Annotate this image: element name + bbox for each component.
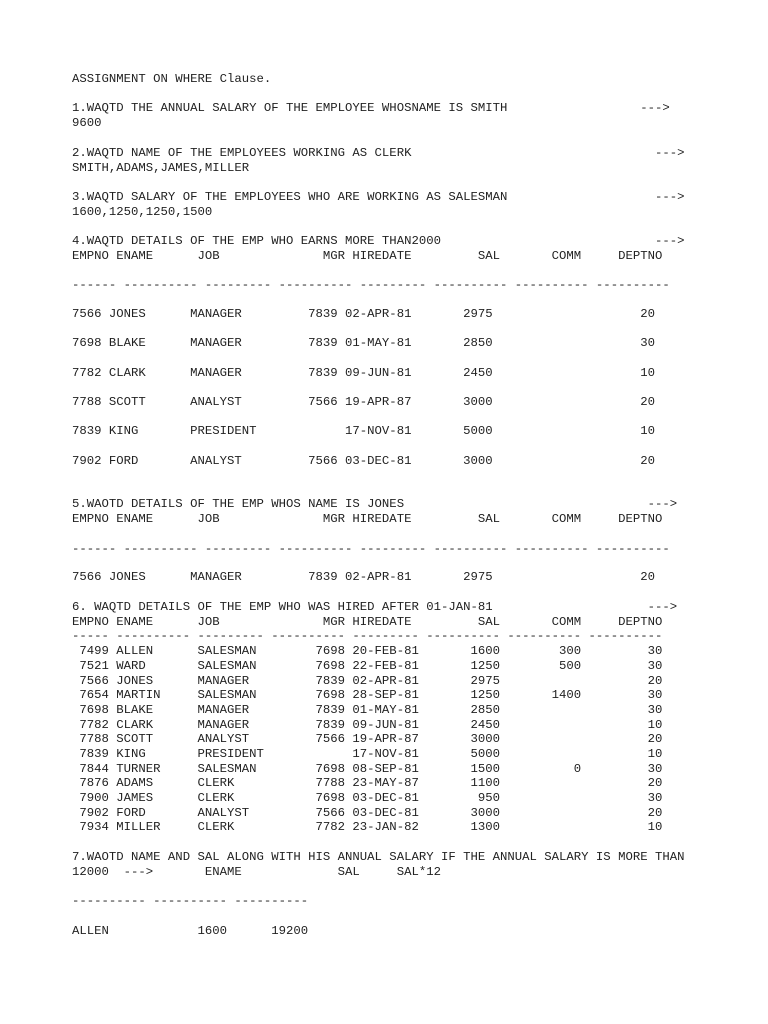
question-3: 3.WAQTD SALARY OF THE EMPLOYEES WHO ARE WORKING AS SALESMAN --->: [72, 190, 685, 204]
table-row: 7566 JONES MANAGER 7839 02-APR-81 2975 20: [72, 674, 663, 688]
table-row: 7876 ADAMS CLERK 7788 23-MAY-87 1100 20: [72, 776, 663, 790]
table-row: 7698 BLAKE MANAGER 7839 01-MAY-81 2850 30: [72, 336, 655, 350]
table-separator: ----- ---------- --------- ---------- --------- ---------- ---------- ----------: [72, 629, 663, 643]
question-6: 6. WAQTD DETAILS OF THE EMP WHO WAS HIRED AFTER 01-JAN-81 --->: [72, 600, 678, 614]
table-row: 7902 FORD ANALYST 7566 03-DEC-81 3000 20: [72, 454, 655, 468]
table-separator: ------ ---------- --------- ---------- --------- ---------- ---------- ----------: [72, 542, 670, 556]
table-row: 7499 ALLEN SALESMAN 7698 20-FEB-81 1600 300 30: [72, 644, 663, 658]
table-header: EMPNO ENAME JOB MGR HIREDATE SAL COMM DEPTNO: [72, 249, 663, 263]
table-row: 7788 SCOTT ANALYST 7566 19-APR-87 3000 20: [72, 395, 655, 409]
table-row: 7934 MILLER CLERK 7782 23-JAN-82 1300 10: [72, 820, 663, 834]
table-row: 7839 KING PRESIDENT 17-NOV-81 5000 10: [72, 424, 655, 438]
question-7-continued: 12000 ---> ENAME SAL SAL*12: [72, 865, 441, 879]
answer-2: SMITH,ADAMS,JAMES,MILLER: [72, 161, 250, 175]
table-row: 7902 FORD ANALYST 7566 03-DEC-81 3000 20: [72, 806, 663, 820]
table-separator: ------ ---------- --------- ---------- --------- ---------- ---------- ----------: [72, 278, 670, 292]
question-4: 4.WAQTD DETAILS OF THE EMP WHO EARNS MORE THAN2000 --->: [72, 234, 685, 248]
table-row: ALLEN 1600 19200: [72, 924, 309, 938]
document-title: ASSIGNMENT ON WHERE Clause.: [72, 72, 272, 86]
question-2: 2.WAQTD NAME OF THE EMPLOYEES WORKING AS CLERK --->: [72, 146, 685, 160]
table-row: 7566 JONES MANAGER 7839 02-APR-81 2975 20: [72, 307, 655, 321]
table-row: 7698 BLAKE MANAGER 7839 01-MAY-81 2850 30: [72, 703, 663, 717]
table-header: EMPNO ENAME JOB MGR HIREDATE SAL COMM DEPTNO: [72, 615, 663, 629]
table-row: 7844 TURNER SALESMAN 7698 08-SEP-81 1500 0 30: [72, 762, 663, 776]
table-row: 7566 JONES MANAGER 7839 02-APR-81 2975 20: [72, 570, 655, 584]
question-7: 7.WAOTD NAME AND SAL ALONG WITH HIS ANNUAL SALARY IF THE ANNUAL SALARY IS MORE THAN: [72, 850, 685, 864]
table-row: 7839 KING PRESIDENT 17-NOV-81 5000 10: [72, 747, 663, 761]
table-row: 7654 MARTIN SALESMAN 7698 28-SEP-81 1250 1400 30: [72, 688, 663, 702]
answer-3: 1600,1250,1250,1500: [72, 205, 213, 219]
table-header: EMPNO ENAME JOB MGR HIREDATE SAL COMM DEPTNO: [72, 512, 663, 526]
table-row: 7788 SCOTT ANALYST 7566 19-APR-87 3000 20: [72, 732, 663, 746]
question-1: 1.WAQTD THE ANNUAL SALARY OF THE EMPLOYEE WHOSNAME IS SMITH --->: [72, 101, 670, 115]
table-separator: ---------- ---------- ----------: [72, 894, 309, 908]
table-row: 7782 CLARK MANAGER 7839 09-JUN-81 2450 10: [72, 718, 663, 732]
answer-1: 9600: [72, 116, 102, 130]
table-row: 7900 JAMES CLERK 7698 03-DEC-81 950 30: [72, 791, 663, 805]
table-row: 7782 CLARK MANAGER 7839 09-JUN-81 2450 10: [72, 366, 655, 380]
question-5: 5.WAOTD DETAILS OF THE EMP WHOS NAME IS JONES --->: [72, 497, 678, 511]
table-row: 7521 WARD SALESMAN 7698 22-FEB-81 1250 500 30: [72, 659, 663, 673]
